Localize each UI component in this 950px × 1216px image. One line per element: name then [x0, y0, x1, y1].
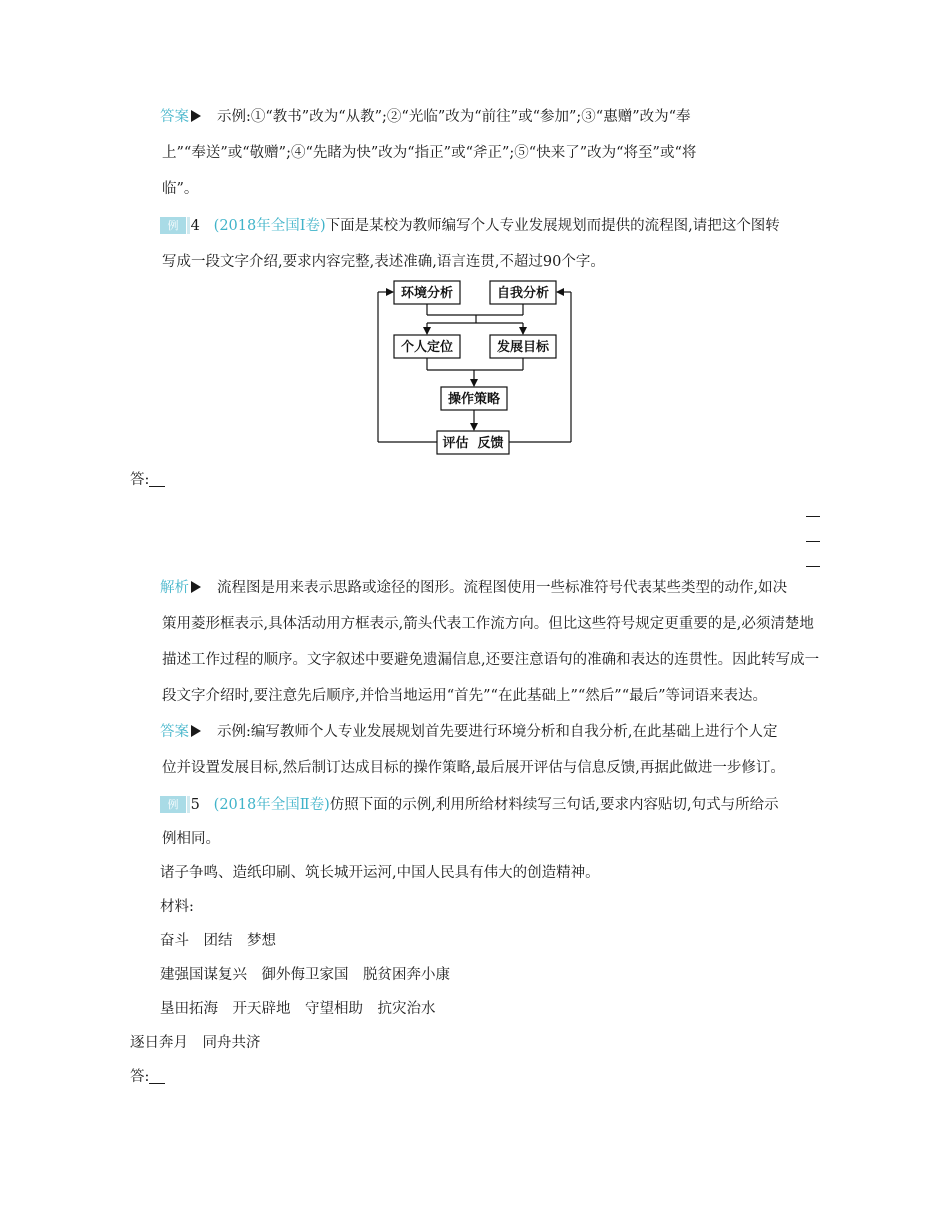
- question-5-line-2: 例相同。: [162, 831, 220, 847]
- answer-tag: 答案: [160, 724, 189, 740]
- question-5-line-1: [160, 795, 820, 815]
- analysis-4-line-2: 策用菱形框表示,具体活动用方框表示,箭头代表工作流方向。但比这些符号规定更重要的是,必须清楚地: [162, 616, 814, 632]
- answer-5-blank-line: [130, 1067, 790, 1087]
- answer-blank[interactable]: [149, 1068, 165, 1084]
- answer-blank[interactable]: [149, 471, 165, 487]
- question-5-source: (2018年全国Ⅱ卷): [213, 797, 330, 813]
- answer-rule-2: [806, 541, 820, 542]
- answer-rule-1: [806, 516, 820, 517]
- flow-label-feedback: 评估 反馈: [442, 436, 504, 451]
- question-5-example: 诸子争鸣、造纸印刷、筑长城开运河,中国人民具有伟大的创造精神。: [160, 865, 600, 881]
- answer-4-line-1: [160, 722, 820, 742]
- triangle-marker-icon: [191, 581, 201, 593]
- analysis-4-line-3: 描述工作过程的顺序。文字叙述中要避免遗漏信息,还要注意语句的准确和表达的连贯性。因此转写成一: [162, 652, 820, 668]
- material-item: 逐日奔月 同舟共济: [130, 1035, 261, 1051]
- answer-4-line-2: 位并设置发展目标,然后制订达成目标的操作策略,最后展开评估与信息反馈,再据此做进一步修订。: [162, 760, 785, 776]
- triangle-marker-icon: [191, 110, 201, 122]
- question-5-number: 5: [190, 797, 200, 813]
- question-4-line-1: [160, 216, 820, 236]
- answer-3-line-3: 临”。: [162, 181, 199, 197]
- flow-label-strategy: 操作策略: [447, 392, 501, 407]
- answer-4-blank-line: [130, 470, 790, 490]
- question-4-line-2: 写成一段文字介绍,要求内容完整,表述准确,语言连贯,不超过90个字。: [162, 254, 605, 270]
- question-4-number: 4: [190, 218, 200, 234]
- question-4-text-1: 下面是某校为教师编写个人专业发展规划而提供的流程图,请把这个图转: [325, 218, 780, 234]
- flow-label-self: 自我分析: [496, 286, 550, 301]
- answer-3-line-2: 上”“奉送”或“敬赠”;④“先睹为快”改为“指正”或“斧正”;⑤“快来了”改为“将至”或“将: [162, 145, 697, 161]
- material-item: 建强国谋复兴 御外侮卫家国 脱贫困奔小康: [160, 967, 450, 983]
- analysis-4-line-4: 段文字介绍时,要注意先后顺序,并恰当地运用“首先”“在此基础上”“然后”“最后”等词语来表达。: [162, 688, 768, 704]
- flow-label-environment: 环境分析: [400, 286, 454, 301]
- answer-label: 答:: [130, 472, 150, 488]
- analysis-4-line-1: [160, 578, 820, 598]
- answer-3-text-1: 示例:①“教书”改为“从教”;②“光临”改为“前往”或“参加”;③“惠赠”改为“奉: [217, 109, 691, 125]
- material-label: 材料:: [160, 899, 194, 915]
- analysis-4-text-1: 流程图是用来表示思路或途径的图形。流程图使用一些标准符号代表某些类型的动作,如决: [217, 580, 788, 596]
- question-4-source: (2018年全国Ⅰ卷): [213, 218, 326, 234]
- flow-label-goal: 发展目标: [496, 340, 550, 355]
- example-badge-icon: 例: [160, 796, 186, 813]
- answer-4-text-1: 示例:编写教师个人专业发展规划首先要进行环境分析和自我分析,在此基础上进行个人定: [217, 724, 778, 740]
- flow-label-positioning: 个人定位: [400, 340, 454, 355]
- triangle-marker-icon: [191, 725, 201, 737]
- example-badge-icon: 例: [160, 217, 186, 234]
- answer-3-line-1: [160, 107, 820, 127]
- flowchart: [370, 275, 580, 460]
- answer-rule-3: [806, 566, 820, 567]
- analysis-tag: 解析: [160, 580, 189, 596]
- material-item: 奋斗 团结 梦想: [160, 933, 276, 949]
- question-5-text-1: 仿照下面的示例,利用所给材料续写三句话,要求内容贴切,句式与所给示: [329, 797, 779, 813]
- answer-tag: 答案: [160, 109, 189, 125]
- answer-label: 答:: [130, 1069, 150, 1085]
- material-item: 垦田拓海 开天辟地 守望相助 抗灾治水: [160, 1001, 436, 1017]
